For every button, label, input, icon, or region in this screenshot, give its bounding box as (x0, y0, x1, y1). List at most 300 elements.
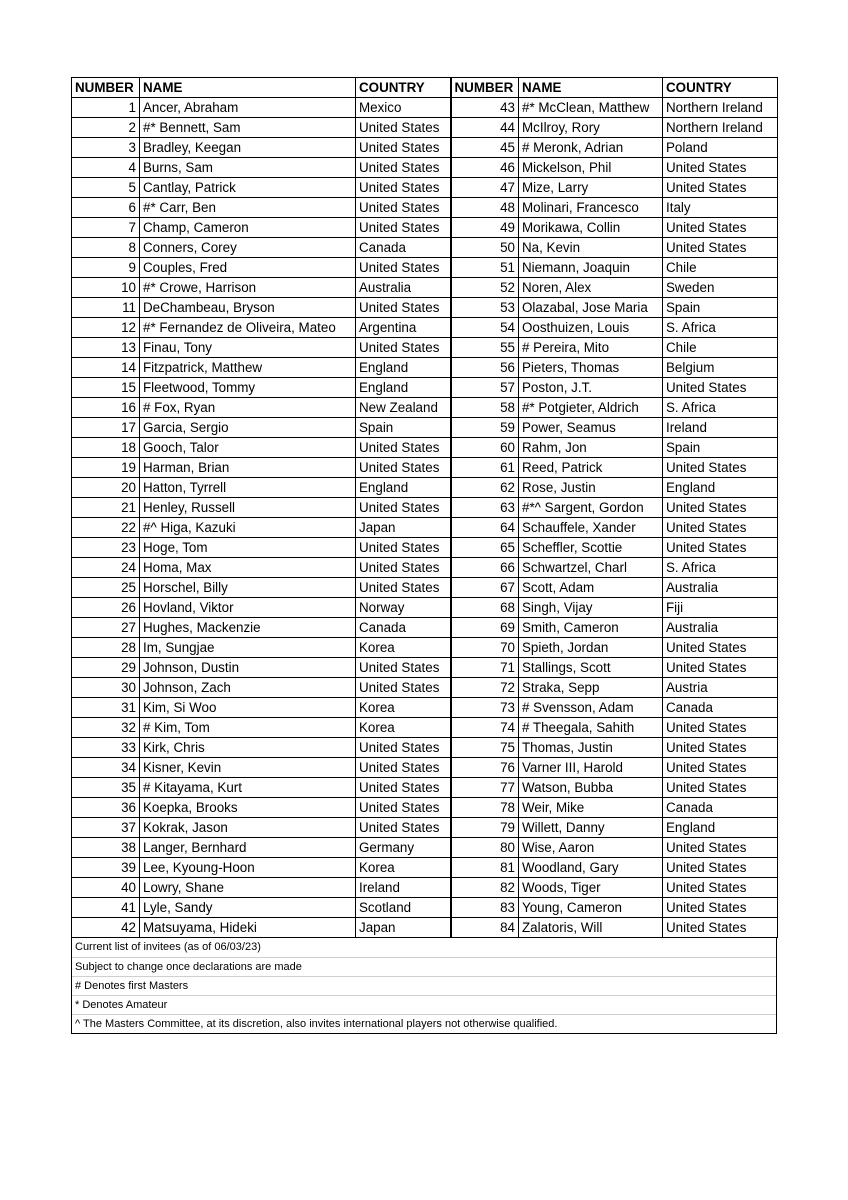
header-country-left: COUNTRY (356, 78, 451, 98)
player-country: Ireland (356, 878, 451, 898)
player-name: Lyle, Sandy (140, 898, 356, 918)
table-row (72, 738, 778, 758)
player-number: 7 (72, 218, 140, 238)
player-country: United States (356, 678, 451, 698)
player-name: # Kitayama, Kurt (140, 778, 356, 798)
player-country: United States (663, 758, 778, 778)
player-number: 57 (451, 378, 519, 398)
player-name: #* Potgieter, Aldrich (519, 398, 663, 418)
player-country: United States (663, 238, 778, 258)
table-row (72, 138, 778, 158)
player-name: Schauffele, Xander (519, 518, 663, 538)
player-number: 11 (72, 298, 140, 318)
player-country: United States (356, 798, 451, 818)
player-number: 21 (72, 498, 140, 518)
player-number: 36 (72, 798, 140, 818)
player-country: United States (663, 878, 778, 898)
player-number: 22 (72, 518, 140, 538)
player-name: Bradley, Keegan (140, 138, 356, 158)
player-number: 59 (451, 418, 519, 438)
player-number: 43 (451, 98, 519, 118)
header-name-left: NAME (140, 78, 356, 98)
player-country: United States (356, 198, 451, 218)
player-number: 55 (451, 338, 519, 358)
player-number: 69 (451, 618, 519, 638)
table-row (72, 338, 778, 358)
player-country: United States (663, 898, 778, 918)
player-name: Kisner, Kevin (140, 758, 356, 778)
player-country: United States (356, 778, 451, 798)
player-number: 42 (72, 918, 140, 938)
player-number: 20 (72, 478, 140, 498)
player-country: United States (663, 658, 778, 678)
player-country: United States (356, 138, 451, 158)
invitee-list-sheet (71, 77, 777, 1034)
player-name: Kirk, Chris (140, 738, 356, 758)
player-country: England (356, 478, 451, 498)
table-row (72, 878, 778, 898)
player-number: 79 (451, 818, 519, 838)
player-name: #* McClean, Matthew (519, 98, 663, 118)
player-number: 62 (451, 478, 519, 498)
player-number: 8 (72, 238, 140, 258)
player-name: Varner III, Harold (519, 758, 663, 778)
player-number: 51 (451, 258, 519, 278)
player-number: 31 (72, 698, 140, 718)
table-row (72, 178, 778, 198)
player-number: 56 (451, 358, 519, 378)
player-country: Canada (663, 698, 778, 718)
player-name: DeChambeau, Bryson (140, 298, 356, 318)
player-number: 68 (451, 598, 519, 618)
player-name: Homa, Max (140, 558, 356, 578)
player-number: 67 (451, 578, 519, 598)
header-number-right: NUMBER (451, 78, 519, 98)
player-number: 50 (451, 238, 519, 258)
player-country: Scotland (356, 898, 451, 918)
note-first-masters: # Denotes first Masters (72, 976, 776, 995)
table-row (72, 398, 778, 418)
player-country: Australia (663, 578, 778, 598)
player-number: 58 (451, 398, 519, 418)
player-name: Champ, Cameron (140, 218, 356, 238)
table-row (72, 818, 778, 838)
player-country: United States (356, 498, 451, 518)
table-row (72, 518, 778, 538)
player-name: Harman, Brian (140, 458, 356, 478)
player-number: 9 (72, 258, 140, 278)
table-row (72, 558, 778, 578)
player-number: 12 (72, 318, 140, 338)
player-country: United States (663, 838, 778, 858)
player-country: Canada (663, 798, 778, 818)
player-name: Kim, Si Woo (140, 698, 356, 718)
player-country: United States (356, 258, 451, 278)
player-number: 73 (451, 698, 519, 718)
player-country: Japan (356, 918, 451, 938)
player-country: United States (356, 738, 451, 758)
player-name: Watson, Bubba (519, 778, 663, 798)
note-current-list: Current list of invitees (as of 06/03/23) (75, 941, 261, 953)
player-name: Couples, Fred (140, 258, 356, 278)
player-name: #* Bennett, Sam (140, 118, 356, 138)
player-name: Zalatoris, Will (519, 918, 663, 938)
player-name: Matsuyama, Hideki (140, 918, 356, 938)
player-number: 60 (451, 438, 519, 458)
player-country: England (663, 478, 778, 498)
player-number: 34 (72, 758, 140, 778)
player-name: Kokrak, Jason (140, 818, 356, 838)
player-number: 63 (451, 498, 519, 518)
player-name: Fitzpatrick, Matthew (140, 358, 356, 378)
player-number: 75 (451, 738, 519, 758)
player-country: Sweden (663, 278, 778, 298)
player-number: 52 (451, 278, 519, 298)
player-number: 46 (451, 158, 519, 178)
player-country: England (356, 358, 451, 378)
player-name: Wise, Aaron (519, 838, 663, 858)
player-country: United States (663, 498, 778, 518)
player-number: 49 (451, 218, 519, 238)
player-name: Noren, Alex (519, 278, 663, 298)
player-name: Young, Cameron (519, 898, 663, 918)
player-number: 82 (451, 878, 519, 898)
player-number: 70 (451, 638, 519, 658)
player-name: Spieth, Jordan (519, 638, 663, 658)
player-name: Niemann, Joaquin (519, 258, 663, 278)
player-name: Straka, Sepp (519, 678, 663, 698)
table-row (72, 798, 778, 818)
player-country: United States (663, 778, 778, 798)
player-name: Im, Sungjae (140, 638, 356, 658)
player-name: #* Fernandez de Oliveira, Mateo (140, 318, 356, 338)
player-number: 18 (72, 438, 140, 458)
player-number: 72 (451, 678, 519, 698)
header-row (72, 78, 778, 98)
note-subject-to-change: Subject to change once declarations are made (72, 957, 776, 976)
table-row (72, 858, 778, 878)
player-name: Hoge, Tom (140, 538, 356, 558)
player-number: 84 (451, 918, 519, 938)
player-country: United States (356, 158, 451, 178)
table-row (72, 658, 778, 678)
player-number: 5 (72, 178, 140, 198)
note-international: ^ The Masters Committee, at its discretion, also invites international players not otherwise qualified. (72, 1014, 776, 1033)
player-country: Norway (356, 598, 451, 618)
notes-section (71, 938, 777, 1034)
player-name: Willett, Danny (519, 818, 663, 838)
player-country: Italy (663, 198, 778, 218)
player-country: Poland (663, 138, 778, 158)
player-name: Koepka, Brooks (140, 798, 356, 818)
player-country: United States (663, 218, 778, 238)
player-number: 16 (72, 398, 140, 418)
player-country: England (356, 378, 451, 398)
player-country: Korea (356, 698, 451, 718)
player-name: Rose, Justin (519, 478, 663, 498)
player-country: S. Africa (663, 558, 778, 578)
player-country: United States (663, 918, 778, 938)
player-name: #*^ Sargent, Gordon (519, 498, 663, 518)
table-row (72, 618, 778, 638)
player-number: 45 (451, 138, 519, 158)
player-country: Canada (356, 238, 451, 258)
player-country: United States (663, 378, 778, 398)
player-country: Argentina (356, 318, 451, 338)
player-name: Power, Seamus (519, 418, 663, 438)
player-name: Ancer, Abraham (140, 98, 356, 118)
table-row (72, 718, 778, 738)
player-number: 3 (72, 138, 140, 158)
player-country: Korea (356, 718, 451, 738)
note-amateur: * Denotes Amateur (72, 995, 776, 1014)
player-name: Fleetwood, Tommy (140, 378, 356, 398)
player-name: Henley, Russell (140, 498, 356, 518)
table-row (72, 318, 778, 338)
player-country: United States (356, 298, 451, 318)
player-country: Spain (356, 418, 451, 438)
player-country: United States (356, 818, 451, 838)
player-country: Korea (356, 638, 451, 658)
player-country: Chile (663, 338, 778, 358)
table-row (72, 198, 778, 218)
player-number: 29 (72, 658, 140, 678)
player-name: Oosthuizen, Louis (519, 318, 663, 338)
player-number: 28 (72, 638, 140, 658)
player-name: Hughes, Mackenzie (140, 618, 356, 638)
player-name: #* Carr, Ben (140, 198, 356, 218)
player-name: Langer, Bernhard (140, 838, 356, 858)
player-country: New Zealand (356, 398, 451, 418)
player-number: 32 (72, 718, 140, 738)
player-country: Fiji (663, 598, 778, 618)
player-name: Finau, Tony (140, 338, 356, 358)
table-row (72, 238, 778, 258)
player-name: # Kim, Tom (140, 718, 356, 738)
player-number: 15 (72, 378, 140, 398)
table-row (72, 638, 778, 658)
table-row (72, 758, 778, 778)
player-country: Spain (663, 298, 778, 318)
player-name: Schwartzel, Charl (519, 558, 663, 578)
player-country: United States (356, 458, 451, 478)
player-name: Lowry, Shane (140, 878, 356, 898)
player-number: 80 (451, 838, 519, 858)
table-row (72, 418, 778, 438)
player-name: # Fox, Ryan (140, 398, 356, 418)
header-name-right: NAME (519, 78, 663, 98)
table-row (72, 538, 778, 558)
player-number: 2 (72, 118, 140, 138)
player-number: 44 (451, 118, 519, 138)
player-name: Woods, Tiger (519, 878, 663, 898)
table-row (72, 158, 778, 178)
player-name: #* Crowe, Harrison (140, 278, 356, 298)
player-country: United States (356, 538, 451, 558)
player-country: United States (356, 758, 451, 778)
player-number: 37 (72, 818, 140, 838)
table-row (72, 498, 778, 518)
player-number: 65 (451, 538, 519, 558)
header-country-right: COUNTRY (663, 78, 778, 98)
player-name: #^ Higa, Kazuki (140, 518, 356, 538)
player-number: 25 (72, 578, 140, 598)
player-number: 83 (451, 898, 519, 918)
player-number: 19 (72, 458, 140, 478)
player-number: 54 (451, 318, 519, 338)
player-country: United States (356, 338, 451, 358)
player-number: 10 (72, 278, 140, 298)
player-name: Poston, J.T. (519, 378, 663, 398)
table-row (72, 578, 778, 598)
player-country: England (663, 818, 778, 838)
player-number: 33 (72, 738, 140, 758)
player-number: 35 (72, 778, 140, 798)
player-country: United States (663, 178, 778, 198)
player-number: 41 (72, 898, 140, 918)
table-row (72, 698, 778, 718)
player-country: Belgium (663, 358, 778, 378)
player-name: Reed, Patrick (519, 458, 663, 478)
player-name: Conners, Corey (140, 238, 356, 258)
player-number: 40 (72, 878, 140, 898)
table-row (72, 678, 778, 698)
player-number: 76 (451, 758, 519, 778)
player-country: United States (663, 738, 778, 758)
player-number: 38 (72, 838, 140, 858)
player-country: United States (356, 438, 451, 458)
player-country: Northern Ireland (663, 98, 778, 118)
header-number-left: NUMBER (72, 78, 140, 98)
player-name: Burns, Sam (140, 158, 356, 178)
table-row (72, 218, 778, 238)
player-name: Olazabal, Jose Maria (519, 298, 663, 318)
player-country: United States (356, 118, 451, 138)
player-name: Stallings, Scott (519, 658, 663, 678)
player-number: 24 (72, 558, 140, 578)
player-country: United States (663, 638, 778, 658)
player-name: Rahm, Jon (519, 438, 663, 458)
player-country: S. Africa (663, 398, 778, 418)
table-row (72, 278, 778, 298)
player-number: 26 (72, 598, 140, 618)
player-number: 81 (451, 858, 519, 878)
player-country: Northern Ireland (663, 118, 778, 138)
player-number: 61 (451, 458, 519, 478)
player-number: 48 (451, 198, 519, 218)
table-row (72, 918, 778, 938)
player-country: Japan (356, 518, 451, 538)
player-number: 6 (72, 198, 140, 218)
player-name: Morikawa, Collin (519, 218, 663, 238)
table-row (72, 258, 778, 278)
table-row (72, 438, 778, 458)
player-number: 23 (72, 538, 140, 558)
player-country: United States (663, 158, 778, 178)
player-name: Thomas, Justin (519, 738, 663, 758)
player-number: 17 (72, 418, 140, 438)
player-name: Hatton, Tyrrell (140, 478, 356, 498)
player-number: 78 (451, 798, 519, 818)
player-number: 77 (451, 778, 519, 798)
player-name: McIlroy, Rory (519, 118, 663, 138)
invitee-table (71, 77, 778, 938)
player-country: Germany (356, 838, 451, 858)
player-country: Korea (356, 858, 451, 878)
player-number: 64 (451, 518, 519, 538)
player-name: Scott, Adam (519, 578, 663, 598)
player-country: Austria (663, 678, 778, 698)
table-row (72, 598, 778, 618)
player-number: 30 (72, 678, 140, 698)
player-name: Singh, Vijay (519, 598, 663, 618)
table-row (72, 838, 778, 858)
player-name: # Theegala, Sahith (519, 718, 663, 738)
player-country: Mexico (356, 98, 451, 118)
player-number: 13 (72, 338, 140, 358)
player-name: # Pereira, Mito (519, 338, 663, 358)
player-name: Cantlay, Patrick (140, 178, 356, 198)
player-country: United States (663, 538, 778, 558)
player-country: Chile (663, 258, 778, 278)
player-number: 1 (72, 98, 140, 118)
player-number: 71 (451, 658, 519, 678)
table-row (72, 478, 778, 498)
player-country: S. Africa (663, 318, 778, 338)
table-row (72, 118, 778, 138)
player-number: 74 (451, 718, 519, 738)
player-country: United States (663, 518, 778, 538)
player-number: 4 (72, 158, 140, 178)
player-country: United States (663, 858, 778, 878)
player-name: Na, Kevin (519, 238, 663, 258)
player-name: # Svensson, Adam (519, 698, 663, 718)
player-name: Pieters, Thomas (519, 358, 663, 378)
player-name: # Meronk, Adrian (519, 138, 663, 158)
player-name: Lee, Kyoung-Hoon (140, 858, 356, 878)
player-country: United States (663, 458, 778, 478)
player-number: 53 (451, 298, 519, 318)
player-name: Hovland, Viktor (140, 598, 356, 618)
player-country: United States (356, 218, 451, 238)
player-name: Molinari, Francesco (519, 198, 663, 218)
player-name: Mickelson, Phil (519, 158, 663, 178)
player-country: United States (356, 178, 451, 198)
player-name: Garcia, Sergio (140, 418, 356, 438)
table-row (72, 358, 778, 378)
player-name: Mize, Larry (519, 178, 663, 198)
player-number: 27 (72, 618, 140, 638)
player-country: Spain (663, 438, 778, 458)
player-name: Weir, Mike (519, 798, 663, 818)
table-row (72, 778, 778, 798)
table-row (72, 98, 778, 118)
player-country: United States (356, 558, 451, 578)
player-name: Gooch, Talor (140, 438, 356, 458)
player-name: Smith, Cameron (519, 618, 663, 638)
player-number: 14 (72, 358, 140, 378)
table-row (72, 898, 778, 918)
player-number: 39 (72, 858, 140, 878)
table-row (72, 298, 778, 318)
player-country: United States (663, 718, 778, 738)
player-name: Scheffler, Scottie (519, 538, 663, 558)
table-row (72, 458, 778, 478)
player-country: Canada (356, 618, 451, 638)
player-name: Johnson, Zach (140, 678, 356, 698)
player-country: Australia (356, 278, 451, 298)
player-country: Australia (663, 618, 778, 638)
